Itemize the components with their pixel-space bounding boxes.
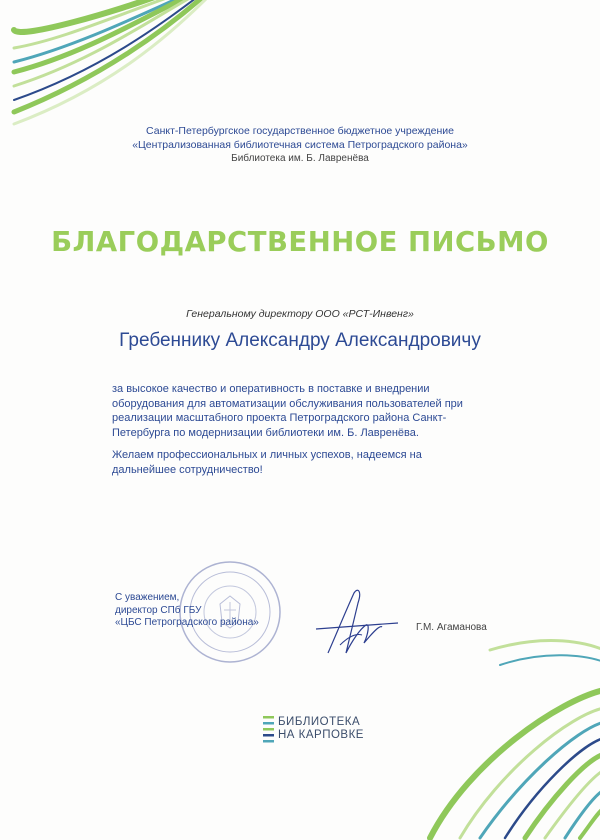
logo-line-2: НА КАРПОВКЕ [278,729,364,741]
organization-line-2: «Централизованная библиотечная система Петроградского района» [132,139,468,151]
handwritten-signature [310,585,405,665]
letter-title: БЛАГОДАРСТВЕННОЕ ПИСЬМО [51,226,549,258]
library-logo [263,714,364,744]
signatory-greeting: С уважением, [115,592,180,603]
organization-header [0,124,600,166]
signatory-organization: «ЦБС Петроградского района» [115,617,259,628]
body-paragraph-1: за высокое качество и оперативность в поставке и внедрении оборудования для автоматизации обслуживания пользователей при реализации масштабного проекта Петроградского района Санкт-Петербурга по модернизации библиотеки им. Б. Лавренёва. [112,383,463,439]
addressee-role: Генеральному директору ООО «РСТ-Инвенг» [186,308,414,320]
signatory-title: директор СПб ГБУ [115,604,202,616]
addressee-name: Гребеннику Александру Александровичу [119,330,481,351]
logo-text [278,716,364,743]
logo-stripes-icon [263,714,275,744]
signatory-name: Г.М. Агаманова [416,622,487,633]
body-paragraph-2: Желаем профессиональных и личных успехов, надеемся на дальнейшее сотрудничество! [112,449,422,476]
signatory-block [115,592,259,630]
letter-body [112,382,488,485]
organization-line-1: Санкт-Петербургское государственное бюджетное учреждение [146,125,454,137]
library-name: Библиотека им. Б. Лавренёва [231,153,369,164]
logo-line-1: БИБЛИОТЕКА [278,715,361,728]
